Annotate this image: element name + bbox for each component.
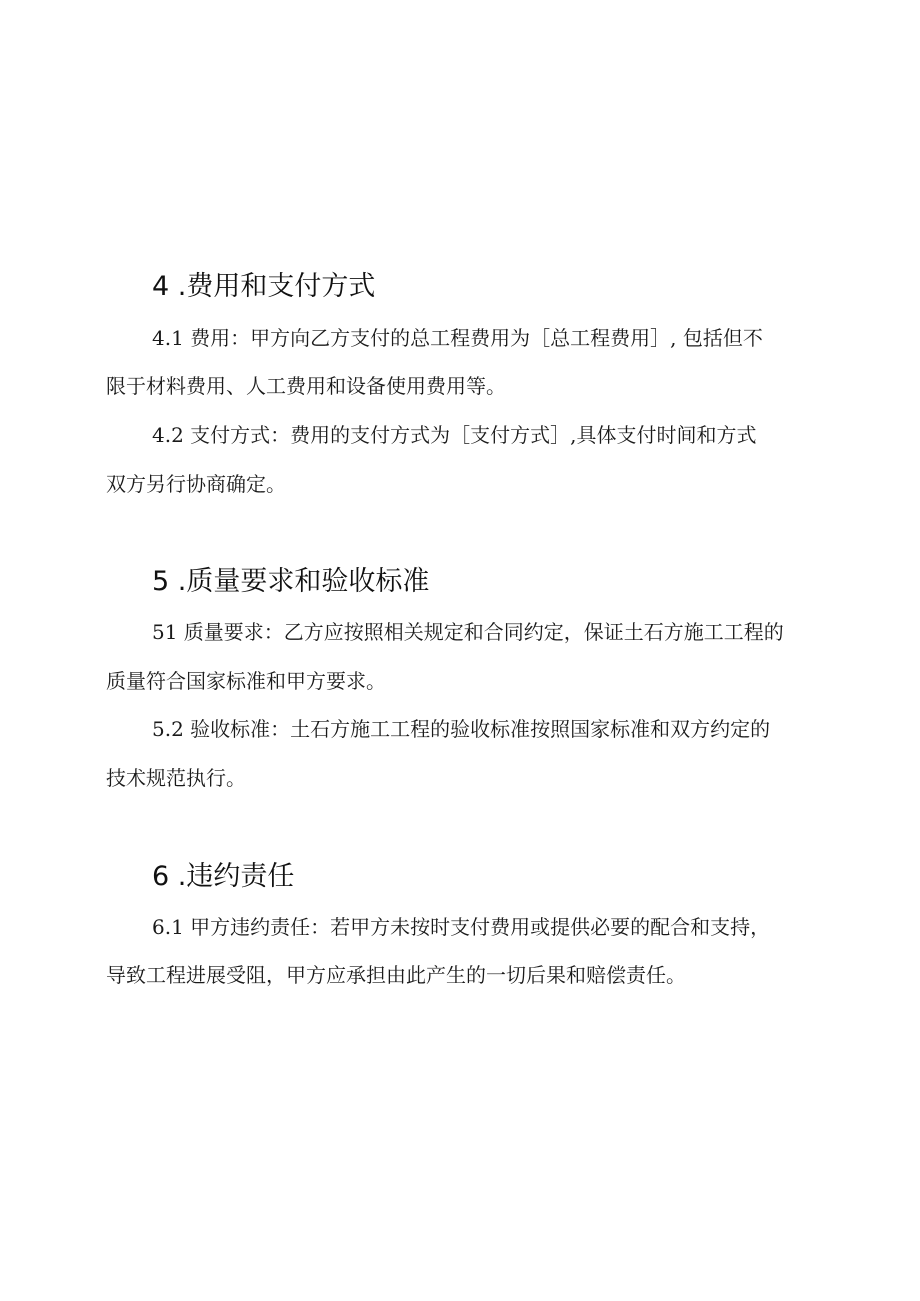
clause-5-1-line-2: 质量符合国家标准和甲方要求。 bbox=[106, 669, 386, 693]
clause-6-1-line-2: 导致工程进展受阻，甲方应承担由此产生的一切后果和赔偿责任。 bbox=[106, 963, 686, 987]
clause-6-1-line-1: 6.1 甲方违约责任：若甲方未按时支付费用或提供必要的配合和支持， bbox=[152, 915, 771, 939]
clause-4-1-line-1: 4.1 费用：甲方向乙方支付的总工程费用为［总工程费用］, 包括但不 bbox=[152, 326, 763, 350]
clause-5-1-line-1: 51 质量要求：乙方应按照相关规定和合同约定，保证土石方施工工程的 bbox=[152, 620, 784, 644]
clause-5-2-line-2: 技术规范执行。 bbox=[106, 766, 246, 790]
clause-4-1-line-2: 限于材料费用、人工费用和设备使用费用等。 bbox=[106, 374, 506, 398]
clause-4-2-line-2: 双方另行协商确定。 bbox=[106, 472, 286, 496]
section-4-heading: 4 .费用和支付方式 bbox=[152, 271, 376, 302]
clause-4-2-line-1: 4.2 支付方式：费用的支付方式为［支付方式］,具体支付时间和方式 bbox=[152, 423, 757, 447]
section-6-heading: 6 .违约责任 bbox=[152, 861, 295, 892]
clause-5-2-line-1: 5.2 验收标准：土石方施工工程的验收标准按照国家标准和双方约定的 bbox=[152, 717, 771, 741]
section-5-heading: 5 .质量要求和验收标准 bbox=[152, 566, 430, 597]
